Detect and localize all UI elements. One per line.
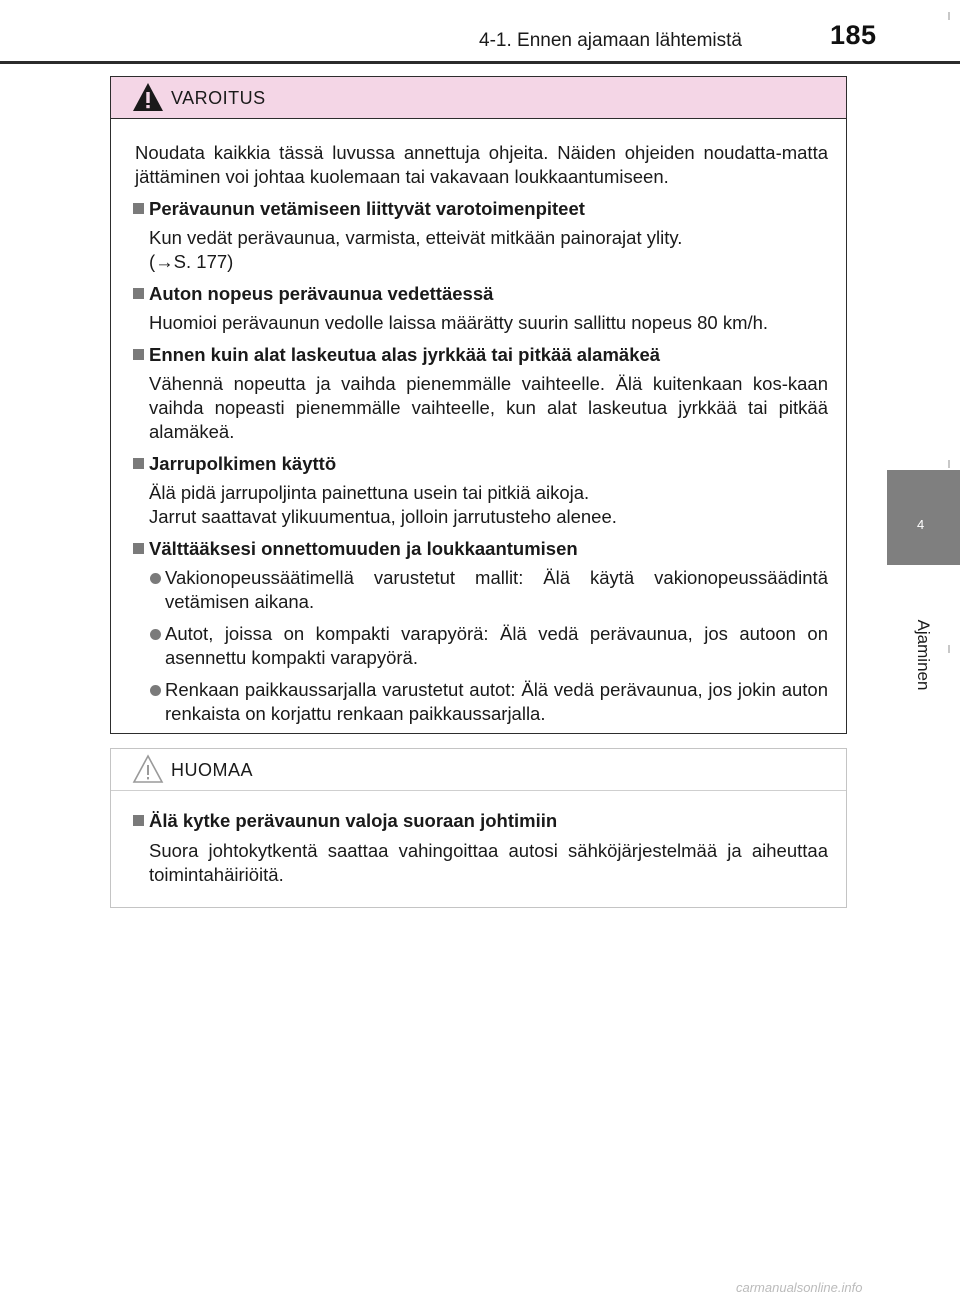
watermark: carmanualsonline.info xyxy=(736,1280,863,1295)
warning-triangle-icon xyxy=(131,81,165,113)
list-item: Renkaan paikkaussarjalla varustetut autot: Älä vedä perävaunua, jos jokin auton renkaista on korjattu renkaan paikkaussarjalla. xyxy=(135,678,828,726)
warning-box xyxy=(110,76,847,734)
warning-header xyxy=(111,77,846,119)
warning-intro: Noudata kaikkia tässä luvussa annettuja ohjeita. Näiden ohjeiden noudatta-matta jättäminen voi johtaa kuolemaan tai vakavaan loukkaantumiseen. xyxy=(135,142,828,187)
section-heading: Jarrupolkimen käyttö xyxy=(135,452,828,476)
square-bullet-icon xyxy=(133,458,144,469)
page-reference: (→S. 177) xyxy=(149,251,234,272)
page-number: 185 xyxy=(830,20,877,50)
round-bullet-icon xyxy=(150,685,161,696)
notice-title: HUOMAA xyxy=(171,760,254,780)
section-text: Kun vedät perävaunua, varmista, etteivät mitkään painorajat ylity. (→S. 177) xyxy=(149,227,683,272)
section-heading: Välttääksesi onnettomuuden ja loukkaantumisen xyxy=(135,537,828,561)
warning-body xyxy=(111,119,846,726)
section-heading: Älä kytke perävaunun valoja suoraan johtimiin xyxy=(135,809,828,833)
margin-tick xyxy=(948,12,950,20)
chapter-tab-number xyxy=(887,470,960,565)
section-text: Suora johtokytkentä saattaa vahingoittaa autosi sähköjärjestelmää ja aiheuttaa toimintahäiriöitä. xyxy=(149,840,828,885)
section-text: Älä pidä jarrupoljinta painettuna usein tai pitkiä aikoja. Jarrut saattavat ylikuumentua, jolloin jarrutusteho alenee. xyxy=(149,482,617,527)
section-heading: Ennen kuin alat laskeutua alas jyrkkää tai pitkää alamäkeä xyxy=(135,343,828,367)
section-text: Vähennä nopeutta ja vaihda pienemmälle vaihteelle. Älä kuitenkaan kos-kaan vaihda nopeasti pienemmälle vaihteelle, kun alat laskeutua jyrkkää tai pitkää alamäkeä. xyxy=(149,373,828,442)
square-bullet-icon xyxy=(133,349,144,360)
square-bullet-icon xyxy=(133,815,144,826)
section-heading: Auton nopeus perävaunua vedettäessä xyxy=(135,282,828,306)
section-text: Huomioi perävaunun vedolle laissa määrätty suurin sallittu nopeus 80 km/h. xyxy=(149,312,769,333)
list-item: Vakionopeussäätimellä varustetut mallit: Älä käytä vakionopeussäädintä vetämisen aikana. xyxy=(135,566,828,614)
margin-tick xyxy=(948,460,950,468)
notice-box xyxy=(110,748,847,908)
section-heading: Perävaunun vetämiseen liittyvät varotoimenpiteet xyxy=(135,197,828,221)
caution-triangle-icon xyxy=(131,753,165,785)
list-item: Autot, joissa on kompakti varapyörä: Älä vedä perävaunua, jos autoon on asennettu kompakti varapyörä. xyxy=(135,622,828,670)
page-header xyxy=(0,0,960,60)
round-bullet-icon xyxy=(150,629,161,640)
chapter-label: Ajaminen xyxy=(914,619,933,691)
square-bullet-icon xyxy=(133,288,144,299)
square-bullet-icon xyxy=(133,203,144,214)
square-bullet-icon xyxy=(133,543,144,554)
header-rule xyxy=(0,61,960,64)
chapter-number: 4 xyxy=(917,517,925,532)
section-title: 4-1. Ennen ajamaan lähtemistä xyxy=(479,30,742,51)
notice-header xyxy=(111,749,846,791)
chapter-tab-label xyxy=(887,565,960,740)
notice-body xyxy=(111,791,846,887)
round-bullet-icon xyxy=(150,573,161,584)
warning-title: VAROITUS xyxy=(171,88,266,108)
